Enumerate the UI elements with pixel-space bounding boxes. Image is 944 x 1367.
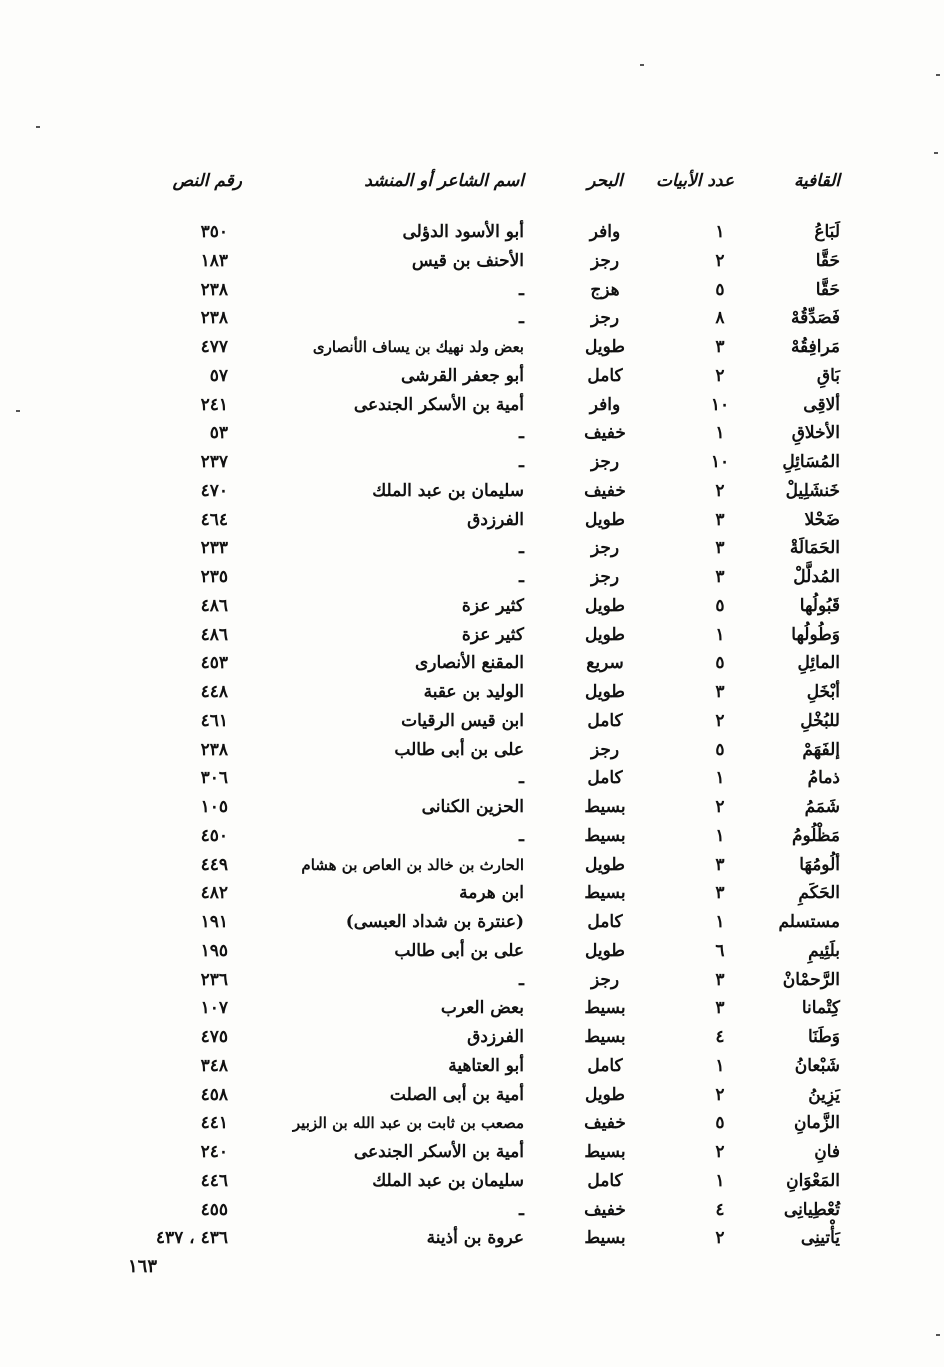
rhyme-cell: مَظْلُومُ bbox=[792, 825, 840, 846]
verses-cell: ٣ bbox=[715, 998, 725, 1019]
verses-cell: ٣ bbox=[715, 337, 725, 357]
meter-cell: طويل bbox=[585, 940, 625, 961]
verses-cell: ٥ bbox=[715, 279, 725, 300]
verses-cell: ٢ bbox=[715, 797, 725, 817]
rhyme-cell: تُعْطِيانِى bbox=[783, 1199, 840, 1220]
verses-cell: ٣ bbox=[715, 969, 725, 990]
text-number-cell: ٢٤١ bbox=[200, 394, 228, 415]
poet-cell: ـ bbox=[519, 308, 524, 329]
verses-cell: ١ bbox=[715, 222, 725, 242]
text-number-cell: ٥٧ bbox=[209, 365, 228, 386]
meter-cell: رجز bbox=[590, 308, 620, 329]
meter-cell: كامل bbox=[587, 912, 623, 932]
poet-cell: عروة بن أذينة bbox=[426, 1228, 524, 1249]
text-number-cell: ٤٤٦ bbox=[200, 1170, 228, 1191]
verses-cell: ٥ bbox=[715, 595, 725, 616]
header-rhyme: القافية bbox=[793, 171, 840, 191]
rhyme-cell: شَبْعانُ bbox=[794, 1055, 840, 1076]
text-number-cell: ٢٣٦ bbox=[200, 969, 228, 990]
table-row bbox=[0, 276, 944, 304]
rhyme-cell: بَاقِ bbox=[816, 365, 840, 386]
rhyme-cell: المُدلَّلْ bbox=[793, 567, 840, 587]
page-number: ١٦٣ bbox=[128, 1256, 158, 1277]
table-row bbox=[0, 1224, 944, 1252]
text-number-cell: ٤٦٤ bbox=[200, 509, 228, 530]
verses-cell: ٢ bbox=[715, 1142, 725, 1162]
text-number-cell: ٤٨٢ bbox=[200, 883, 228, 904]
rhyme-cell: يَزِينُ bbox=[808, 1084, 840, 1105]
verses-cell: ٢ bbox=[715, 365, 725, 386]
poet-cell: (عنترة بن شداد العبسى) bbox=[345, 912, 524, 932]
table-row bbox=[0, 563, 944, 591]
table-row bbox=[0, 362, 944, 390]
table-row bbox=[0, 534, 944, 562]
table-row bbox=[0, 448, 944, 476]
meter-cell: طويل bbox=[585, 1084, 625, 1105]
text-number-cell: ٢٣٥ bbox=[200, 567, 228, 587]
text-number-cell: ٣٥٠ bbox=[200, 222, 228, 242]
rhyme-cell: حَقَّا bbox=[815, 279, 840, 300]
table-row bbox=[0, 1196, 944, 1224]
rhyme-cell: الرَّحمْانْ bbox=[782, 969, 840, 990]
verses-cell: ١٠ bbox=[710, 394, 730, 415]
meter-cell: بسيط bbox=[584, 1142, 626, 1162]
poet-cell: ـ bbox=[519, 567, 524, 587]
poet-cell: ـ bbox=[519, 768, 524, 789]
text-number-cell: ٣٠٦ bbox=[200, 768, 228, 789]
rhyme-cell: الحَمَالَةْ bbox=[789, 538, 840, 559]
table-row bbox=[0, 1081, 944, 1109]
text-number-cell: ٣٤٨ bbox=[200, 1055, 228, 1076]
print-speck bbox=[36, 126, 40, 128]
table-row bbox=[0, 391, 944, 419]
text-number-cell: ٤٥٨ bbox=[200, 1084, 228, 1105]
meter-cell: بسيط bbox=[584, 825, 626, 846]
poet-cell: على بن أبى طالب bbox=[394, 940, 524, 961]
text-number-cell: ٢٤٠ bbox=[200, 1142, 228, 1162]
table-row bbox=[0, 764, 944, 792]
verses-cell: ٣ bbox=[715, 682, 725, 702]
poet-cell: الحارث بن خالد بن العاص بن هشام bbox=[301, 855, 524, 874]
rhyme-cell: المائِلِ bbox=[797, 653, 840, 674]
text-number-cell: ١٨٣ bbox=[200, 250, 228, 271]
text-number-cell: ٤٦١ bbox=[200, 710, 228, 731]
poet-cell: الأحنف بن قيس bbox=[411, 250, 524, 271]
rhyme-cell: فَصَدِّقُهْ bbox=[790, 308, 840, 329]
print-speck bbox=[936, 1334, 940, 1336]
meter-cell: طويل bbox=[585, 854, 625, 875]
meter-cell: بسيط bbox=[584, 797, 626, 817]
table-row bbox=[0, 592, 944, 620]
poet-cell: بعض ولد نهيك بن يساف الأنصارى bbox=[312, 338, 524, 356]
verses-cell: ١٠ bbox=[710, 452, 730, 472]
table-row bbox=[0, 419, 944, 447]
poet-cell: على بن أبى طالب bbox=[394, 739, 524, 760]
meter-cell: طويل bbox=[585, 337, 625, 357]
table-row bbox=[0, 506, 944, 534]
poet-cell: كثير عزة bbox=[461, 624, 524, 645]
verses-cell: ٣ bbox=[715, 883, 725, 904]
verses-cell: ٣ bbox=[715, 509, 725, 530]
meter-cell: رجز bbox=[590, 739, 620, 760]
verses-cell: ٤ bbox=[715, 1027, 725, 1047]
table-row bbox=[0, 333, 944, 361]
poet-cell: ـ bbox=[519, 825, 524, 846]
verses-cell: ١ bbox=[715, 768, 725, 789]
poet-cell: ابن هرمة bbox=[459, 883, 524, 904]
text-number-cell: ٤٣٦ ، ٤٣٧ bbox=[155, 1228, 228, 1249]
table-row bbox=[0, 1138, 944, 1166]
verses-cell: ١ bbox=[715, 1055, 725, 1076]
poet-cell: الفرزدق bbox=[467, 1027, 524, 1047]
print-speck bbox=[16, 410, 20, 412]
poet-cell: أبو جعفر القرشى bbox=[400, 365, 524, 386]
poet-cell: أبو الأسود الدؤلى bbox=[402, 222, 524, 242]
rhyme-cell: المَعْوَانِ bbox=[786, 1170, 840, 1191]
table-row bbox=[0, 304, 944, 332]
meter-cell: طويل bbox=[585, 595, 625, 616]
verses-cell: ١ bbox=[715, 825, 725, 846]
rhyme-cell: خَنشَلِيلْ bbox=[785, 480, 840, 501]
table-row bbox=[0, 649, 944, 677]
meter-cell: بسيط bbox=[584, 998, 626, 1019]
poet-cell: ابن قيس الرقيات bbox=[401, 710, 524, 731]
table-row bbox=[0, 851, 944, 879]
rhyme-cell: وَطَنَا bbox=[807, 1027, 840, 1047]
meter-cell: طويل bbox=[585, 509, 625, 530]
poet-cell: الوليد بن عقبة bbox=[423, 682, 524, 702]
rhyme-cell: للبُخْلِ bbox=[800, 710, 840, 731]
meter-cell: طويل bbox=[585, 624, 625, 645]
poet-cell: الفرزدق bbox=[467, 509, 524, 530]
rhyme-cell: فانِ bbox=[814, 1142, 840, 1162]
rhyme-cell: ذمامُ bbox=[807, 768, 840, 789]
rhyme-cell: حَقَّا bbox=[815, 250, 840, 271]
rhyme-cell: الحَكَمِ bbox=[798, 883, 840, 904]
poet-cell: ـ bbox=[519, 1199, 524, 1220]
rhyme-cell: المُسَائِلِ bbox=[782, 452, 840, 472]
text-number-cell: ٢٣٣ bbox=[200, 538, 228, 559]
meter-cell: بسيط bbox=[584, 883, 626, 904]
meter-cell: كامل bbox=[587, 768, 623, 789]
text-number-cell: ١٠٥ bbox=[200, 797, 228, 817]
table-row bbox=[0, 879, 944, 907]
table-row bbox=[0, 908, 944, 936]
table-row bbox=[0, 736, 944, 764]
meter-cell: رجز bbox=[590, 538, 620, 559]
rhyme-cell: لَبَاعُ bbox=[814, 222, 840, 242]
poet-cell: أمية بن الأسكر الجندعى bbox=[353, 1142, 524, 1162]
table-row bbox=[0, 1167, 944, 1195]
text-number-cell: ٢٣٨ bbox=[200, 279, 228, 300]
rhyme-cell: قَبُولُها bbox=[799, 595, 840, 616]
rhyme-cell: وَطُولُها bbox=[791, 624, 840, 645]
header-text-number: رقم النص bbox=[172, 171, 242, 191]
verses-cell: ٢ bbox=[715, 1228, 725, 1249]
table-row bbox=[0, 937, 944, 965]
meter-cell: هزج bbox=[590, 279, 620, 300]
verses-cell: ٣ bbox=[715, 567, 725, 587]
text-number-cell: ٤٥٠ bbox=[200, 825, 228, 846]
poet-cell: كثير عزة bbox=[461, 595, 524, 616]
meter-cell: كامل bbox=[587, 710, 623, 731]
text-number-cell: ٢٣٧ bbox=[200, 452, 228, 472]
table-row bbox=[0, 218, 944, 246]
text-number-cell: ١٩١ bbox=[200, 912, 228, 932]
meter-cell: خفيف bbox=[584, 480, 626, 501]
rhyme-cell: ضَحْلا bbox=[804, 509, 840, 530]
verses-cell: ٥ bbox=[715, 739, 725, 760]
poet-cell: ـ bbox=[519, 538, 524, 559]
table-row bbox=[0, 678, 944, 706]
verses-cell: ٦ bbox=[715, 940, 725, 961]
rhyme-cell: كِتْمانا bbox=[801, 998, 840, 1019]
meter-cell: رجز bbox=[590, 250, 620, 271]
poet-cell: الحزين الكنانى bbox=[421, 797, 524, 817]
rhyme-cell: الزَّمانِ bbox=[793, 1113, 840, 1134]
poet-cell: أمية بن الأسكر الجندعى bbox=[353, 394, 524, 415]
text-number-cell: ٤٨٦ bbox=[200, 595, 228, 616]
text-number-cell: ٤٨٦ bbox=[200, 624, 228, 645]
verses-cell: ١ bbox=[715, 624, 725, 645]
meter-cell: كامل bbox=[587, 1170, 623, 1191]
meter-cell: خفيف bbox=[584, 1199, 626, 1220]
verses-cell: ١ bbox=[715, 1170, 725, 1191]
meter-cell: خفيف bbox=[584, 423, 626, 444]
meter-cell: وافر bbox=[589, 394, 621, 415]
rhyme-cell: إلفَهَمْ bbox=[802, 739, 840, 760]
rhyme-cell: الأخلاقِ bbox=[791, 423, 840, 444]
rhyme-cell: يَأْتينِى bbox=[800, 1228, 840, 1249]
verses-cell: ١ bbox=[715, 423, 725, 444]
poet-cell: ـ bbox=[519, 969, 524, 990]
poet-cell: ـ bbox=[519, 452, 524, 472]
text-number-cell: ٤٧٥ bbox=[200, 1027, 228, 1047]
table-row bbox=[0, 1109, 944, 1137]
table-row bbox=[0, 707, 944, 735]
meter-cell: رجز bbox=[590, 567, 620, 587]
rhyme-cell: ألُومُهَا bbox=[799, 854, 840, 875]
verses-cell: ٣ bbox=[715, 538, 725, 559]
poet-cell: ـ bbox=[519, 423, 524, 444]
verses-cell: ٨ bbox=[715, 308, 725, 329]
table-row bbox=[0, 793, 944, 821]
header-verses: عدد الأبيات bbox=[655, 171, 735, 191]
text-number-cell: ٤٥٣ bbox=[200, 653, 228, 674]
verses-cell: ٥ bbox=[715, 1113, 725, 1134]
poet-cell: ـ bbox=[519, 279, 524, 300]
rhyme-cell: شَمَمُ bbox=[804, 797, 840, 817]
text-number-cell: ٤٧٠ bbox=[200, 480, 228, 501]
print-speck bbox=[936, 74, 940, 76]
poet-cell: سليمان بن عبد الملك bbox=[372, 1170, 524, 1191]
verses-cell: ١ bbox=[715, 912, 725, 932]
text-number-cell: ٥٣ bbox=[209, 423, 228, 444]
meter-cell: بسيط bbox=[584, 1228, 626, 1249]
text-number-cell: ٢٣٨ bbox=[200, 739, 228, 760]
meter-cell: رجز bbox=[590, 452, 620, 472]
meter-cell: سريع bbox=[586, 653, 624, 674]
table-row bbox=[0, 621, 944, 649]
table-row bbox=[0, 247, 944, 275]
meter-cell: كامل bbox=[587, 365, 623, 386]
rhyme-cell: أبْخَلِ bbox=[806, 682, 840, 702]
text-number-cell: ١٩٥ bbox=[200, 940, 228, 961]
verses-cell: ٢ bbox=[715, 250, 725, 271]
rhyme-cell: مَرافِقُهْ bbox=[790, 337, 840, 357]
verses-cell: ٢ bbox=[715, 480, 725, 501]
meter-cell: خفيف bbox=[584, 1113, 626, 1134]
verses-cell: ٣ bbox=[715, 854, 725, 875]
meter-cell: رجز bbox=[590, 969, 620, 990]
text-number-cell: ٤٤١ bbox=[200, 1113, 228, 1134]
text-number-cell: ٤٧٧ bbox=[200, 337, 228, 357]
poet-cell: سليمان بن عبد الملك bbox=[372, 480, 524, 501]
rhyme-cell: ألاقِى bbox=[803, 394, 840, 415]
verses-cell: ٢ bbox=[715, 1084, 725, 1105]
print-speck bbox=[934, 152, 938, 154]
verses-cell: ٥ bbox=[715, 653, 725, 674]
print-speck bbox=[640, 64, 644, 66]
table-row bbox=[0, 477, 944, 505]
poet-cell: أبو العتاهية bbox=[448, 1055, 524, 1076]
poet-cell: مصعب بن ثابت بن عبد الله بن الزبير bbox=[292, 1114, 524, 1133]
poet-cell: أمية بن أبى الصلت bbox=[389, 1084, 524, 1105]
meter-cell: كامل bbox=[587, 1055, 623, 1076]
table-row bbox=[0, 994, 944, 1022]
table-row bbox=[0, 1052, 944, 1080]
header-poet: اسم الشاعر أو المنشد bbox=[364, 171, 524, 191]
verses-cell: ٤ bbox=[715, 1199, 725, 1220]
text-number-cell: ٤٥٥ bbox=[200, 1199, 228, 1220]
text-number-cell: ٢٣٨ bbox=[200, 308, 228, 329]
meter-cell: طويل bbox=[585, 682, 625, 702]
rhyme-cell: بلَئِيمِ bbox=[808, 940, 840, 961]
poet-cell: بعض العرب bbox=[440, 998, 524, 1019]
table-row bbox=[0, 822, 944, 850]
verses-cell: ٢ bbox=[715, 710, 725, 731]
text-number-cell: ١٠٧ bbox=[200, 998, 228, 1019]
text-number-cell: ٤٤٨ bbox=[200, 682, 228, 702]
table-row bbox=[0, 966, 944, 994]
table-header bbox=[0, 167, 944, 195]
rhyme-cell: مستسلم bbox=[778, 912, 840, 932]
text-number-cell: ٤٤٩ bbox=[200, 854, 228, 875]
meter-cell: وافر bbox=[589, 222, 621, 242]
table-row bbox=[0, 1023, 944, 1051]
meter-cell: بسيط bbox=[584, 1027, 626, 1047]
header-meter: البحر bbox=[587, 171, 623, 191]
poet-cell: المقنع الأنصارى bbox=[414, 653, 524, 674]
